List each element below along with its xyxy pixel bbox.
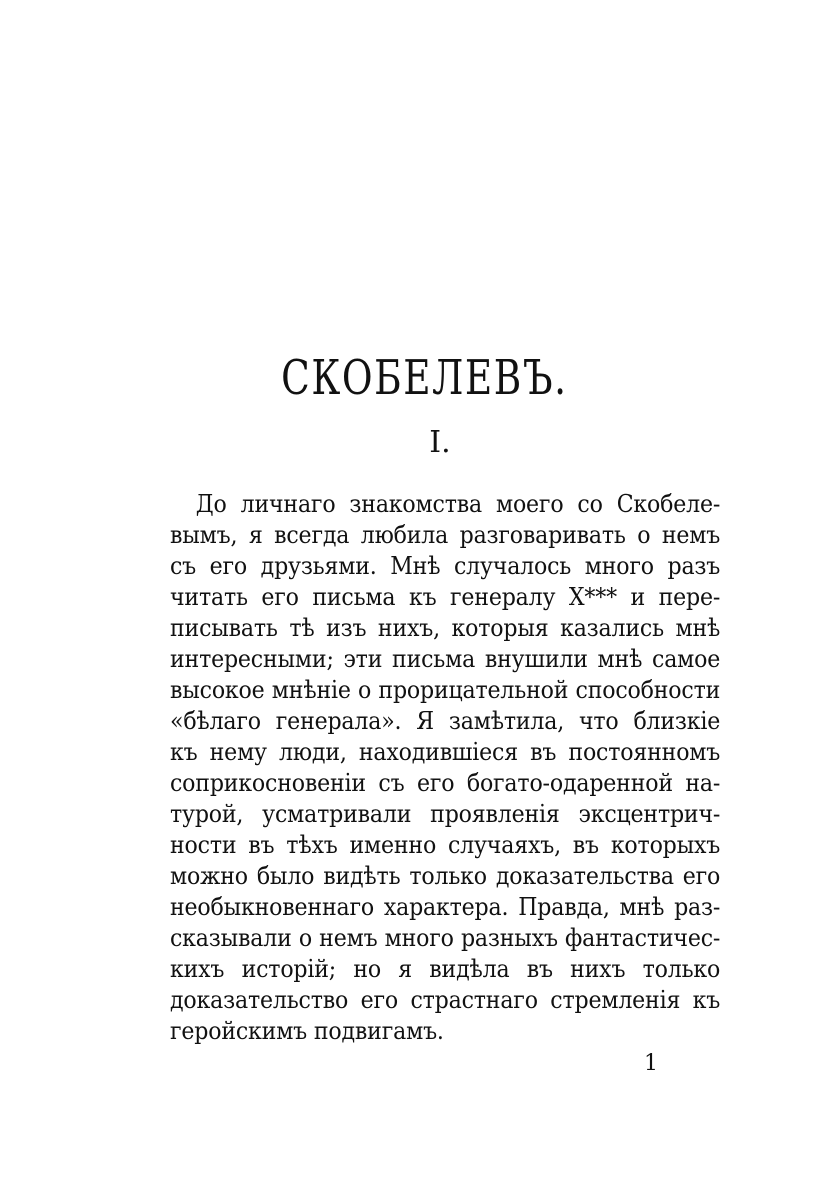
text-line: съ его друзьями. Мнѣ случалось много разъ bbox=[170, 552, 721, 580]
page-number: 1 bbox=[644, 1051, 658, 1076]
text-line: ности въ тѣхъ именно случаяхъ, въ которыхъ bbox=[170, 831, 721, 859]
text-line: необыкновеннаго характера. Правда, мнѣ раз- bbox=[170, 893, 721, 921]
text-line: До личнаго знакомства моего со Скобеле- bbox=[195, 490, 721, 518]
text-line: геройскимъ подвигамъ. bbox=[170, 1017, 444, 1045]
text-line: сказывали о немъ много разныхъ фантастичес- bbox=[170, 924, 721, 952]
text-line: высокое мнѣніе о прорицательной способности bbox=[170, 676, 721, 704]
text-line: кихъ исторій; но я видѣла въ нихъ только bbox=[170, 955, 721, 983]
text-line: «бѣлаго генерала». Я замѣтила, что близкіе bbox=[170, 707, 721, 735]
text-line: интересными; эти письма внушили мнѣ самое bbox=[170, 645, 721, 673]
text-line: вымъ, я всегда любила разговаривать о немъ bbox=[170, 521, 721, 549]
text-line: можно было видѣть только доказательства его bbox=[170, 862, 721, 890]
text-line: соприкосновеніи съ его богато-одаренной на- bbox=[170, 769, 721, 797]
text-line: читать его письма къ генералу X*** и пере- bbox=[170, 583, 721, 611]
text-line: турой, усматривали проявленія эксцентрич- bbox=[170, 800, 721, 828]
text-line: писывать тѣ изъ нихъ, которыя казались мнѣ bbox=[170, 614, 721, 642]
body-paragraph bbox=[170, 489, 720, 1047]
text-line: къ нему люди, находившіеся въ постоянномъ bbox=[170, 738, 721, 766]
section-number: I. bbox=[429, 425, 451, 460]
chapter-title: СКОБЕЛЕВЪ. bbox=[281, 350, 568, 406]
text-line: доказательство его страстнаго стремленія къ bbox=[170, 986, 721, 1014]
